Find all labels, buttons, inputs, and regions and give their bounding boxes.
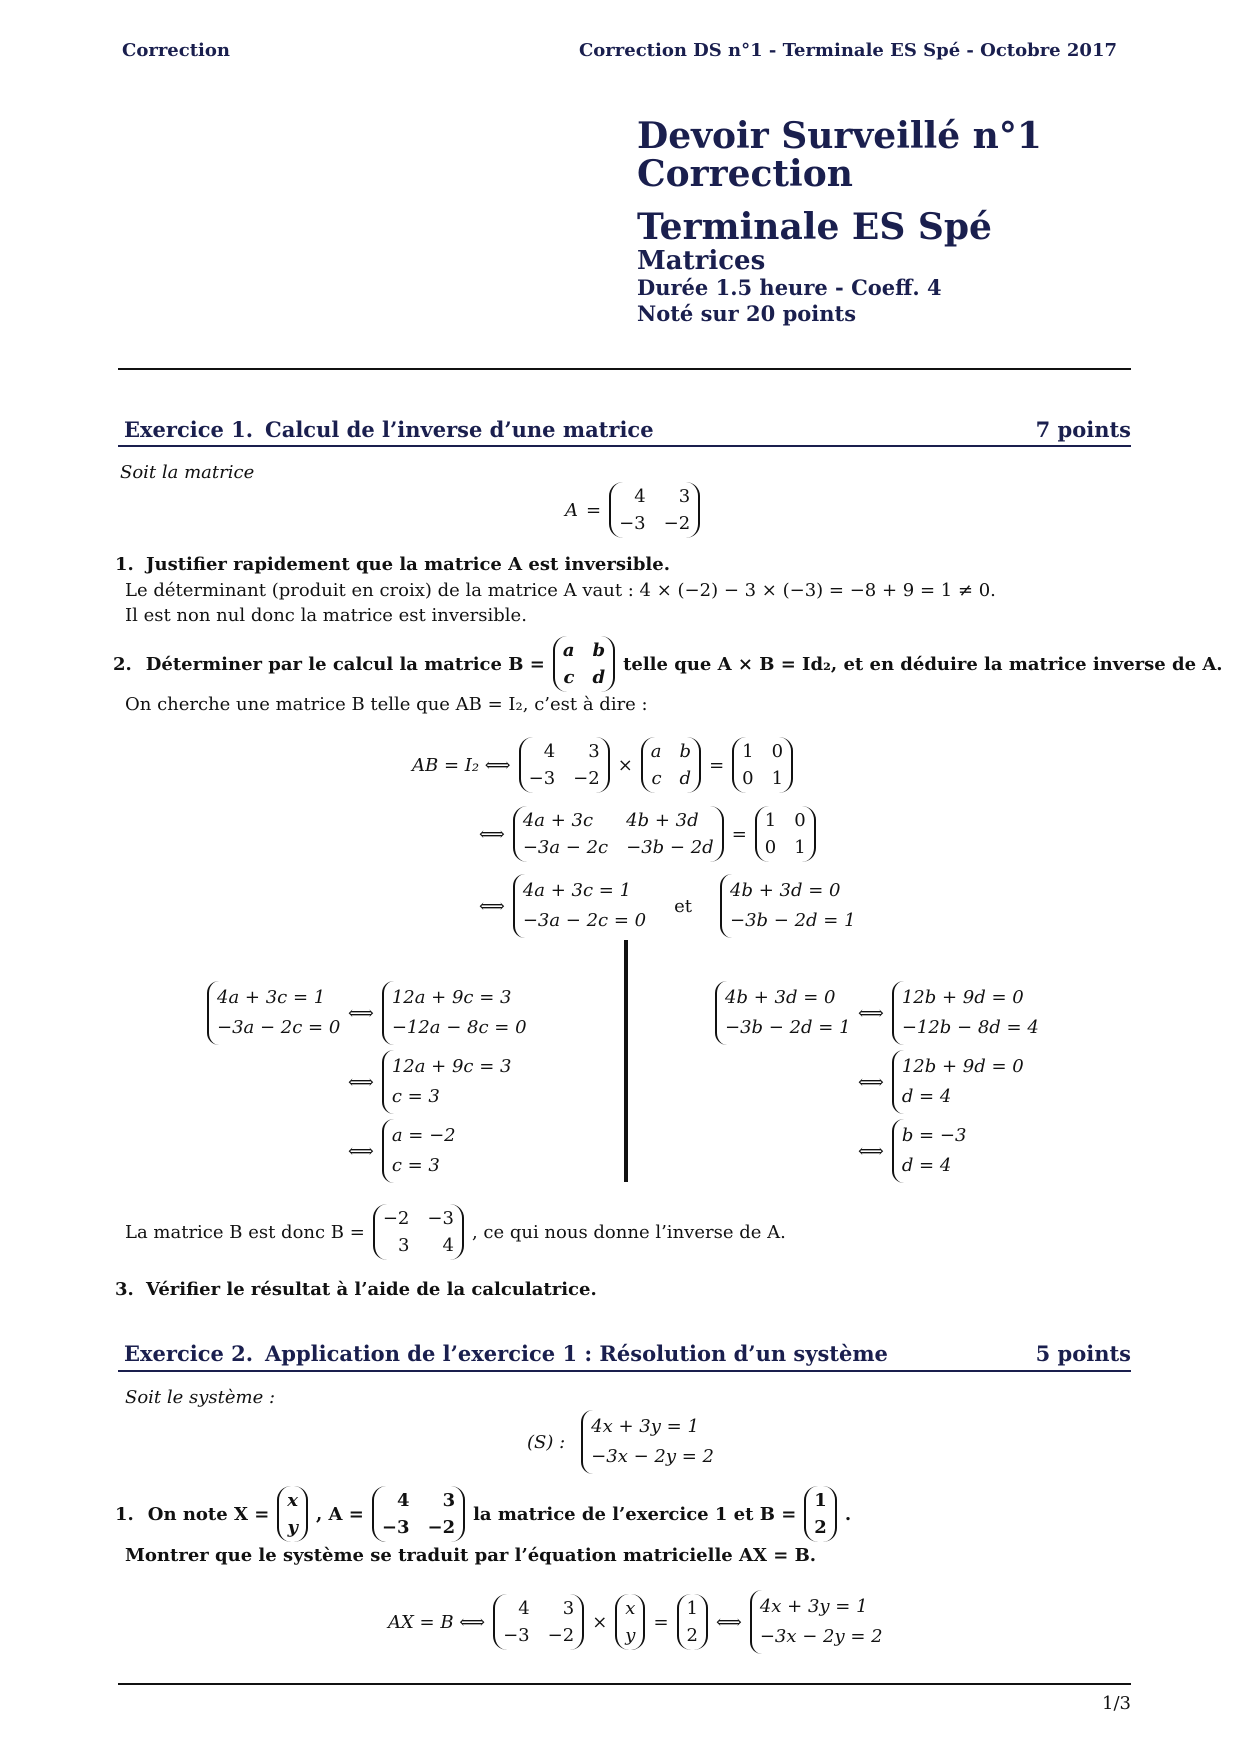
step1-equation: AB = I₂ ⟺ 4 3 −3 −2 × a b c d = 1 0 0 1 bbox=[412, 737, 793, 793]
step2-matrix: 4a + 3c 4b + 3d −3a − 2c −3b − 2d bbox=[513, 806, 724, 862]
right-system-start: 4b + 3d = 0 −3b − 2d = 1 bbox=[715, 981, 851, 1045]
title-line2: Correction bbox=[637, 153, 853, 195]
ex2-points: 5 points bbox=[1035, 1341, 1131, 1366]
header-left: Correction bbox=[122, 40, 230, 61]
title-line5: Durée 1.5 heure - Coeff. 4 bbox=[637, 275, 942, 300]
step2-identity: 1 0 0 1 bbox=[755, 806, 816, 862]
ex1-intro: Soit la matrice bbox=[120, 462, 255, 483]
left-step-3: ⟺ a = −2 c = 3 bbox=[348, 1119, 456, 1183]
ex2-title: Application de l’exercice 1 : Résolution d’un système bbox=[265, 1341, 888, 1366]
footer-divider bbox=[118, 1683, 1131, 1685]
step3-equation: ⟺ 4a + 3c = 1 −3a − 2c = 0 et 4b + 3d = 0 −3b − 2d = 1 bbox=[479, 874, 856, 938]
step1-matA: 4 3 −3 −2 bbox=[519, 737, 610, 793]
ex1-q2 bbox=[113, 636, 1223, 692]
ex1-q3-num: 3. bbox=[115, 1279, 134, 1300]
ex1-q2-num: 2. bbox=[113, 653, 132, 675]
ex2-rule bbox=[118, 1370, 1131, 1372]
step1-identity: 1 0 0 1 bbox=[732, 737, 793, 793]
right-step-2: ⟺ 12b + 9d = 0 d = 4 bbox=[858, 1050, 1024, 1114]
ex1-a2-intro: On cherche une matrice B telle que AB = I₂, c’est à dire : bbox=[125, 694, 648, 715]
matrix-A: 4 3 −3 −2 bbox=[609, 482, 700, 538]
ex2-matrix-A: 4 3 −3 −2 bbox=[372, 1486, 465, 1542]
ex2-q1-line2: Montrer que le système se traduit par l’équation matricielle AX = B. bbox=[125, 1545, 817, 1566]
right-step-1: ⟺ 12b + 9d = 0 −12b − 8d = 4 bbox=[858, 981, 1039, 1045]
column-separator bbox=[624, 940, 628, 1182]
ex1-q1: Justifier rapidement que la matrice A est inversible. bbox=[146, 554, 670, 575]
ex1-q3: Vérifier le résultat à l’aide de la calculatrice. bbox=[146, 1279, 597, 1300]
matrix-A-equation: A = 4 3 −3 −2 bbox=[565, 482, 700, 538]
step1-matB: a b c d bbox=[641, 737, 701, 793]
ex1-rule bbox=[118, 445, 1131, 447]
title-line4: Matrices bbox=[637, 246, 766, 276]
title-line3: Terminale ES Spé bbox=[637, 206, 992, 248]
title-line1: Devoir Surveillé n°1 bbox=[637, 115, 1042, 157]
ex2-label: Exercice 2. bbox=[124, 1341, 254, 1366]
ex2-system: (S) : 4x + 3y = 1 −3x − 2y = 2 bbox=[527, 1410, 714, 1474]
vector-B: 1 2 bbox=[804, 1486, 837, 1542]
ex2-q1: 1. On note X = x y , A = 4 3 −3 −2 la matrice de l’exercice 1 et B = 1 2 . bbox=[115, 1486, 851, 1542]
left-step-2: ⟺ 12a + 9c = 3 c = 3 bbox=[348, 1050, 511, 1114]
ex1-q2-a: Déterminer par le calcul la matrice B = bbox=[145, 653, 545, 675]
ex1-q1-num: 1. bbox=[115, 554, 134, 575]
ex1-title: Calcul de l’inverse d’une matrice bbox=[265, 417, 654, 442]
ex2-intro: Soit le système : bbox=[125, 1387, 276, 1408]
page-number: 1/3 bbox=[1102, 1693, 1131, 1714]
title-divider bbox=[118, 368, 1131, 370]
matrix-inverse: −2 −3 3 4 bbox=[373, 1204, 464, 1260]
vector-X: x y bbox=[277, 1486, 308, 1542]
ex1-a1-line2: Il est non nul donc la matrice est inversible. bbox=[125, 605, 527, 626]
et-word: et bbox=[674, 895, 693, 917]
step3-system-right: 4b + 3d = 0 −3b − 2d = 1 bbox=[720, 874, 856, 938]
left-step-1: ⟺ 12a + 9c = 3 −12a − 8c = 0 bbox=[348, 981, 527, 1045]
step2-equation: ⟺ 4a + 3c 4b + 3d −3a − 2c −3b − 2d = 1 0 0 1 bbox=[479, 806, 816, 862]
title-block bbox=[637, 117, 1042, 327]
matrix-B-letters: a b c d bbox=[553, 636, 615, 692]
ex1-a1-line1: Le déterminant (produit en croix) de la matrice A vaut : 4 × (−2) − 3 × (−3) = −8 + 9 = 1 ≠ 0. bbox=[125, 580, 996, 601]
ex1-conclusion: La matrice B est donc B = −2 −3 3 4 , ce qui nous donne l’inverse de A. bbox=[125, 1204, 786, 1260]
ex1-label: Exercice 1. bbox=[124, 417, 254, 442]
ex2-final-equation: AX = B ⟺ 4 3 −3 −2 × x y = 1 2 ⟺ 4x + 3y = 1 −3x − 2y = 2 bbox=[388, 1590, 883, 1654]
title-line6: Noté sur 20 points bbox=[637, 301, 857, 326]
ex1-points: 7 points bbox=[1035, 417, 1131, 442]
step3-system-left: 4a + 3c = 1 −3a − 2c = 0 bbox=[513, 874, 646, 938]
left-system-start: 4a + 3c = 1 −3a − 2c = 0 bbox=[207, 981, 340, 1045]
ex1-q2-b: telle que A × B = Id₂, et en déduire la matrice inverse de A. bbox=[623, 653, 1223, 675]
right-step-3: ⟺ b = −3 d = 4 bbox=[858, 1119, 966, 1183]
header-right: Correction DS n°1 - Terminale ES Spé - Octobre 2017 bbox=[578, 40, 1117, 61]
